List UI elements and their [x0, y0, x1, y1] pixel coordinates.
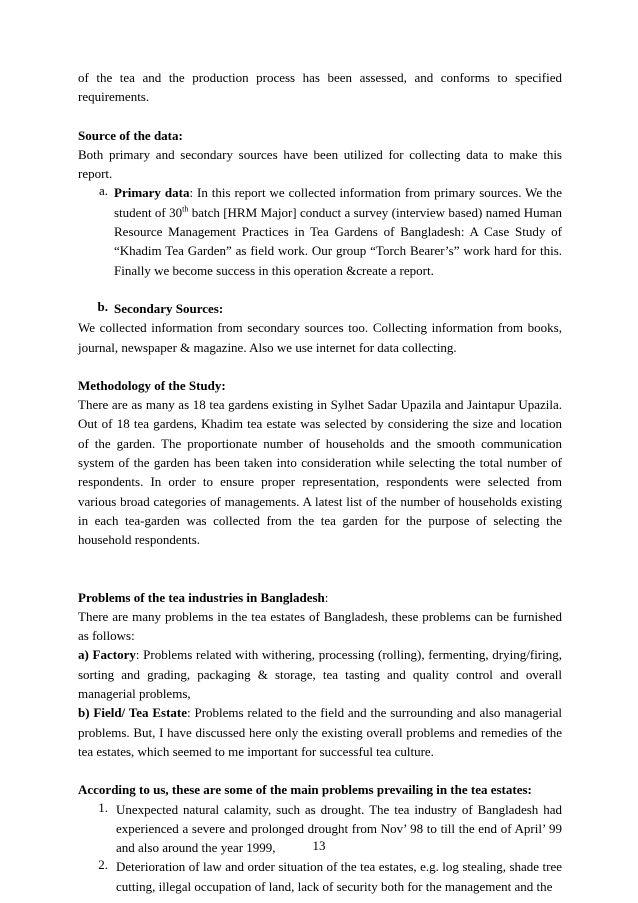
field-paragraph: b) Field/ Tea Estate: Problems related to the field and the surrounding and also managerial problems. But, I have discussed here only the existing overall problems and remedies of the tea estates, which seemed to me important for successful tea culture. — [78, 705, 563, 759]
list-item: 1. Unexpected natural calamity, such as drought. The tea industry of Bangladesh had experienced a severe and prolonged drought from Nov’ 98 to till the end of April’ 99 and also around the year 1999, — [98, 799, 562, 856]
problems-heading: Problems of the tea industries in Bangladesh: — [78, 589, 329, 605]
methodology-paragraph: There are as many as 18 tea gardens existing in Sylhet Sadar Upazila and Jaintapur Upazila. Out of 18 tea gardens, Khadim tea estate was selected by considering the size and location of the garden. The proportionate number of households and the smooth communication system of the garden has been taken into consideration while selecting the total number of respondents. In order to ensure proper representation, respondents were selected from various broad categories of managements. A latest list of the number of households existing in each tea-garden was collected from the tea garden for the purpose of selecting the household respondents. — [78, 397, 562, 548]
source-paragraph: Both primary and secondary sources have been utilized for collecting data to make this report. — [78, 146, 562, 182]
main-problems-heading: According to us, these are some of the main problems prevailing in the tea estates: — [78, 782, 532, 798]
primary-data-item — [78, 183, 562, 279]
document-body — [78, 68, 562, 896]
factory-label: a) Factory — [78, 647, 136, 663]
list-item: 2. Deterioration of law and order situation of the tea estates, e.g. log stealing, shade tree cutting, illegal occupation of land, lack of security both for the management and the — [98, 857, 562, 894]
source-heading: Source of the data: — [78, 127, 183, 143]
secondary-sources-text: We collected information from secondary sources too. Collecting information from books, journal, newspaper & magazine. Also we use internet for data collecting. — [78, 320, 562, 355]
problems-intro: There are many problems in the tea estates of Bangladesh, these problems can be furnished as follows: — [78, 608, 562, 644]
primary-data-label: Primary data — [114, 185, 190, 201]
factory-paragraph: a) Factory: Problems related with withering, processing (rolling), fermenting, drying/firing, sorting and grading, packaging & storage, tea tasting and quality control and overall managerial problems, — [78, 647, 562, 702]
field-label: b) Field/ Tea Estate — [78, 705, 188, 721]
secondary-sources-marker: b. — [97, 298, 108, 314]
primary-data-text: Primary data: In this report we collected information from primary sources. We the student of 30th batch [HRM Major] conduct a survey (interview based) named Human Resource Management Practices in Tea Gardens of Bangladesh: A Case Study of “Khadim Tea Garden” as field work. Our group “Torch Bearer’s” work hard for this. Finally we become success in this operation &create a report. — [114, 185, 562, 278]
page-number: 13 — [312, 838, 326, 853]
intro-paragraph: of the tea and the production process has been assessed, and conforms to specified requirements. — [78, 70, 562, 105]
primary-data-marker: a. — [98, 183, 108, 199]
methodology-heading: Methodology of the Study: — [78, 377, 226, 393]
secondary-sources-item — [78, 299, 562, 318]
secondary-sources-label: Secondary Sources: — [114, 300, 224, 316]
